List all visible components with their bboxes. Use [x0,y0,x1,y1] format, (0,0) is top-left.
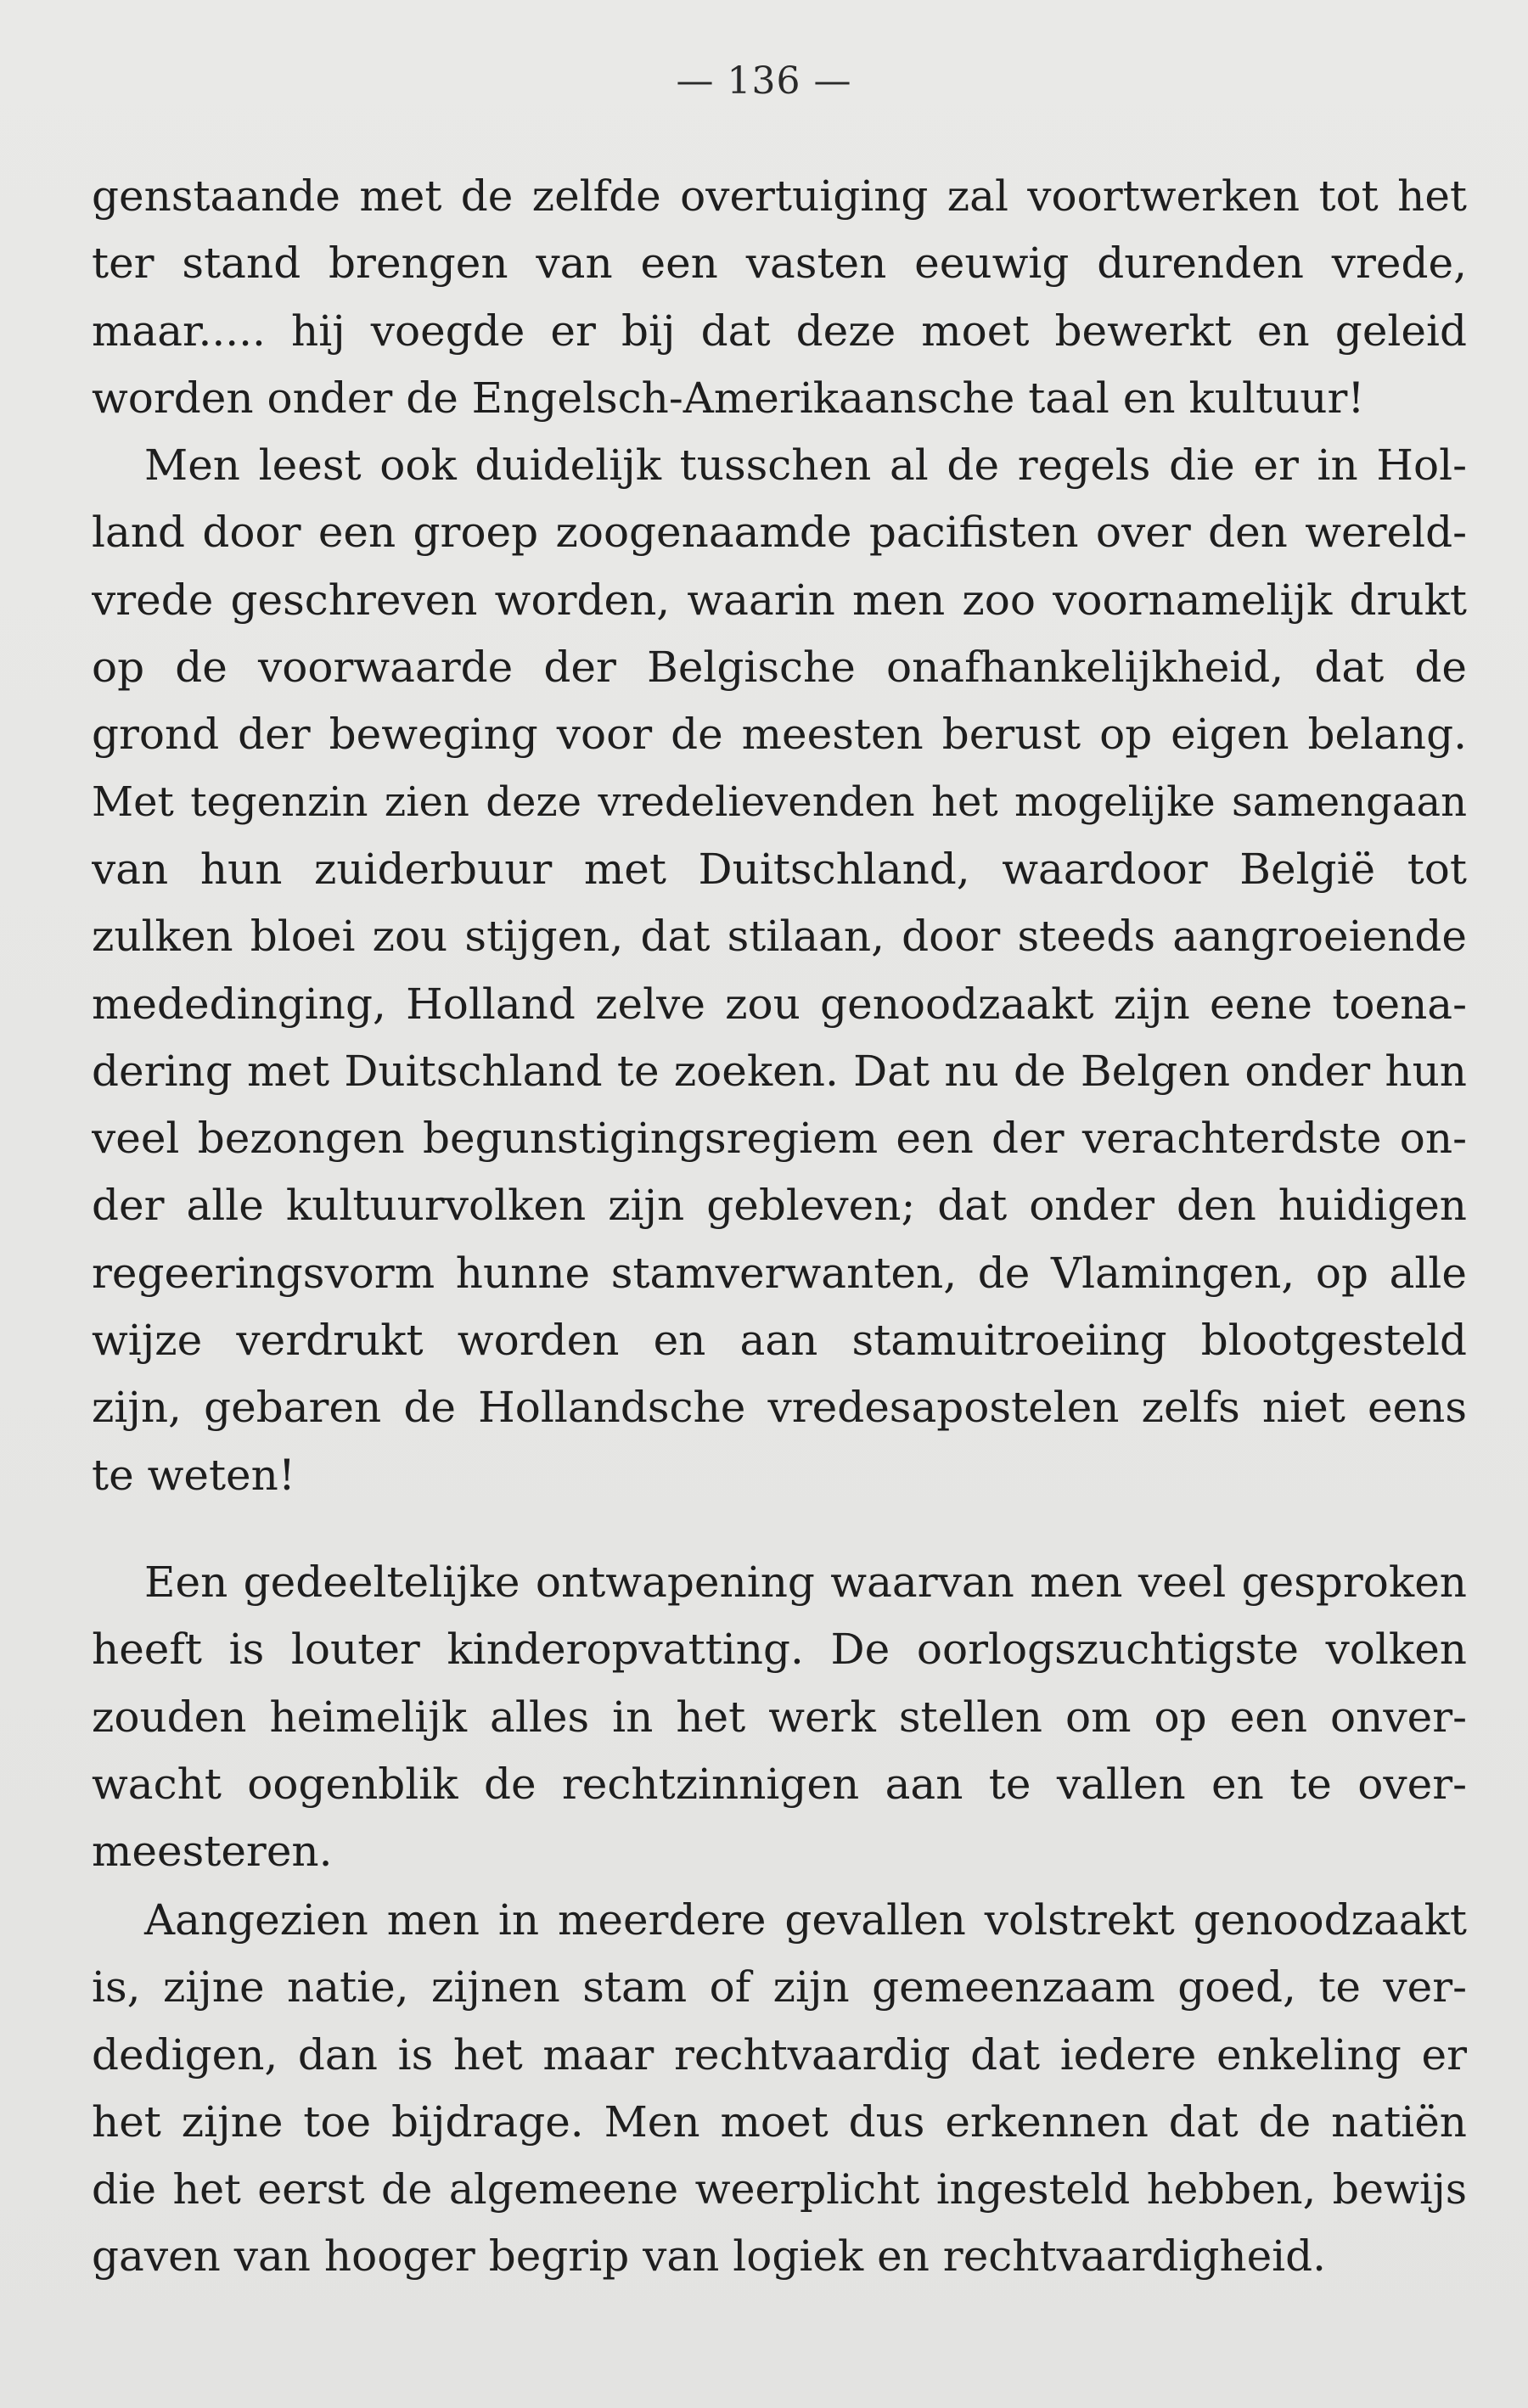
text-line: gaven van hooger begrip van logiek en rechtvaardigheid. [92,2231,1327,2282]
text-line: zulken bloei zou stijgen, dat stilaan, door steeds aangroeiende [92,912,1467,962]
text-line: land door een groep zoogenaamde pacifisten over den wereld- [92,508,1467,558]
text-line: zijn, gebaren de Hollandsche vredesapostelen zelfs niet eens [92,1383,1467,1433]
text-line: Een gedeeltelijke ontwapening waarvan men veel gesproken [144,1558,1467,1607]
paragraph-disarmament [92,1549,1467,1885]
text-line: vrede geschreven worden, waarin men zoo voornamelijk drukt [92,575,1467,625]
text-line: te weten! [92,1450,295,1500]
text-line: ter stand brengen van een vasten eeuwig durenden vrede, [92,239,1467,289]
text-line: Aangezien men in meerdere gevallen volstrekt genoodzaakt [144,1895,1467,1945]
text-line: zouden heimelijk alles in het werk stellen om op een onver- [92,1692,1467,1742]
paragraph-conscription [92,1887,1467,2291]
text-line: van hun zuiderbuur met Duitschland, waardoor België tot [92,844,1467,894]
text-line: maar..... hij voegde er bij dat deze moet bewerkt en geleid [92,306,1467,356]
text-line: genstaande met de zelfde overtuiging zal voortwerken tot het [92,171,1467,221]
text-line: op de voorwaarde der Belgische onafhankelijkheid, dat de [92,643,1467,693]
text-line: wacht oogenblik de rechtzinnigen aan te vallen en te over- [92,1759,1467,1809]
text-line: regeeringsvorm hunne stamverwanten, de Vlamingen, op alle [92,1248,1467,1298]
text-line: dering met Duitschland te zoeken. Dat nu de Belgen onder hun [92,1046,1467,1096]
text-line: is, zijne natie, zijnen stam of zijn gemeenzaam goed, te ver- [92,1962,1467,2012]
paragraph-continuation [92,163,1467,1509]
text-line: mededinging, Holland zelve zou genoodzaakt zijn eene toena- [92,979,1467,1029]
text-line: Men leest ook duidelijk tusschen al de regels die er in Hol- [144,441,1467,491]
text-line: worden onder de Engelsch-Amerikaansche taal en kultuur! [92,373,1365,423]
page-number: — 136 — [676,59,852,103]
text-line: Met tegenzin zien deze vredelievenden het mogelijke samengaan [92,777,1467,826]
text-line: het zijne toe bijdrage. Men moet dus erkennen dat de natiën [92,2096,1467,2147]
text-line: meesteren. [92,1827,333,1877]
text-line: wijze verdrukt worden en aan stamuitroeiing blootgesteld [92,1316,1467,1366]
text-line: der alle kultuurvolken zijn gebleven; dat onder den huidigen [92,1181,1467,1231]
text-line: dedigen, dan is het maar rechtvaardig dat iedere enkeling er [92,2029,1467,2080]
text-line: die het eerst de algemeene weerplicht ingesteld hebben, bewijs [92,2165,1467,2214]
text-line: heeft is louter kinderopvatting. De oorlogszuchtigste volken [92,1625,1467,1675]
text-line: veel bezongen begunstigingsregiem een der verachterdste on- [92,1114,1467,1164]
text-line: grond der beweging voor de meesten berust op eigen belang. [92,710,1467,760]
